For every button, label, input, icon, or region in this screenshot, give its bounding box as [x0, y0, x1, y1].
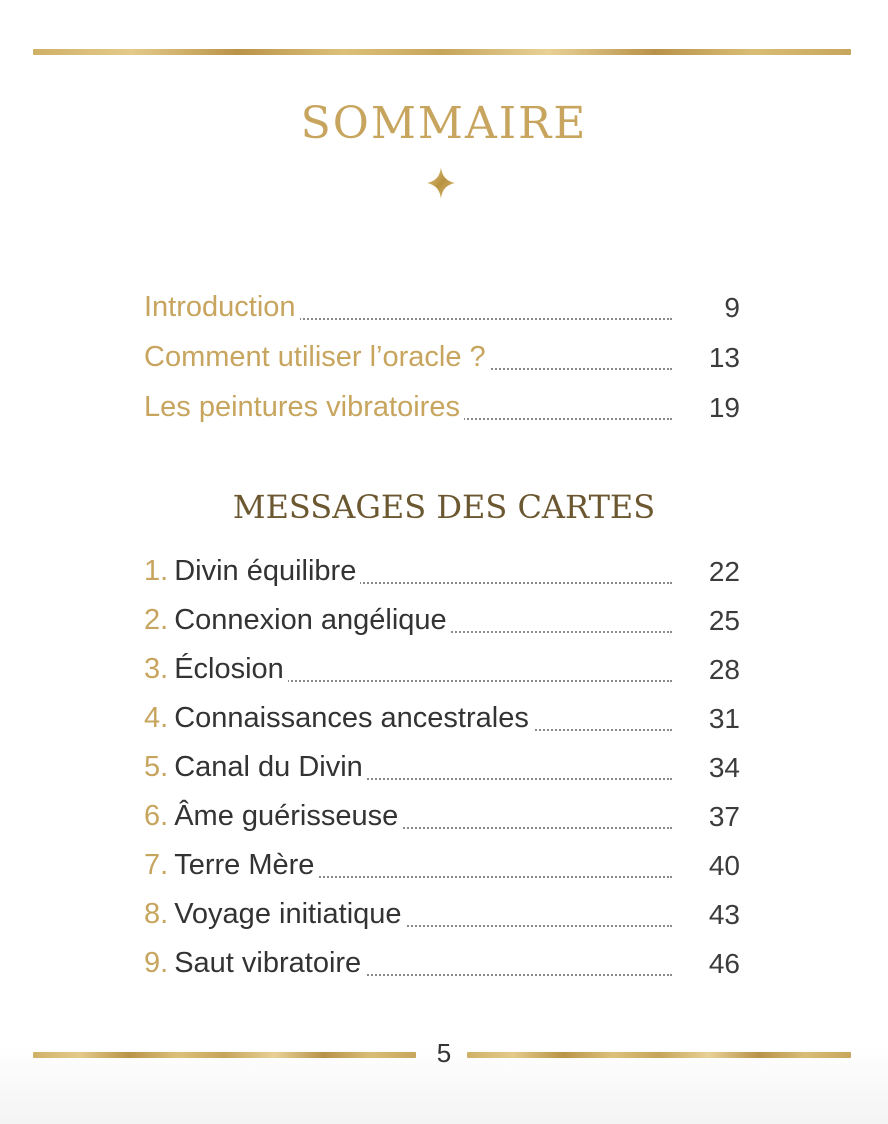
toc-entry-card-8[interactable]: [144, 897, 740, 937]
toc-entry-page: 22: [708, 556, 740, 587]
card-number: 7.: [144, 849, 169, 881]
toc-entry-label: Introduction: [144, 291, 300, 324]
toc-entry-label-wrap: [144, 604, 451, 637]
toc-entry-card-7[interactable]: [144, 848, 740, 888]
toc-entry-page: 37: [708, 801, 740, 832]
toc-entry-card-9[interactable]: [144, 946, 740, 986]
toc-entry-label: Éclosion: [174, 653, 284, 685]
toc-entry-label: Âme guérisseuse: [174, 800, 399, 832]
bottom-left-gold-rule: [33, 1052, 416, 1058]
toc-entry-label-wrap: [144, 898, 406, 931]
toc-entry-introduction[interactable]: [144, 290, 740, 330]
page-number: 5: [436, 1038, 452, 1068]
card-number: 5.: [144, 751, 169, 783]
toc-entry-peintures[interactable]: [144, 390, 740, 430]
toc-entry-label-wrap: [144, 653, 288, 686]
toc-entry-card-1[interactable]: [144, 554, 740, 594]
toc-entry-card-4[interactable]: [144, 701, 740, 741]
card-number: 8.: [144, 898, 169, 930]
toc-entry-card-6[interactable]: [144, 799, 740, 839]
toc-entry-page: 9: [724, 292, 740, 323]
toc-entry-card-2[interactable]: [144, 603, 740, 643]
toc-entry-page: 46: [708, 948, 740, 979]
toc-entry-comment-utiliser[interactable]: [144, 340, 740, 380]
toc-entry-page: 28: [708, 654, 740, 685]
toc-entry-page: 40: [708, 850, 740, 881]
toc-entry-label: Connexion angélique: [174, 604, 447, 636]
card-number: 6.: [144, 800, 169, 832]
gold-diamond-ornament-icon: [426, 166, 456, 200]
toc-entry-label: Divin équilibre: [174, 555, 357, 587]
toc-entry-card-3[interactable]: [144, 652, 740, 692]
toc-entry-page: 19: [708, 392, 740, 423]
toc-entry-page: 31: [708, 703, 740, 734]
card-number: 1.: [144, 555, 169, 587]
toc-entry-label: Les peintures vibratoires: [144, 391, 464, 424]
toc-entry-label: Canal du Divin: [174, 751, 363, 783]
toc-entry-label: Voyage initiatique: [174, 898, 402, 930]
toc-entry-page: 13: [708, 342, 740, 373]
card-number: 4.: [144, 702, 169, 734]
bottom-right-gold-rule: [467, 1052, 851, 1058]
toc-entry-label: Comment utiliser l’oracle ?: [144, 341, 490, 374]
card-number: 2.: [144, 604, 169, 636]
toc-entry-label-wrap: [144, 849, 318, 882]
toc-entry-label-wrap: [144, 702, 533, 735]
top-gold-rule: [33, 49, 851, 55]
card-number: 3.: [144, 653, 169, 685]
toc-entry-label-wrap: [144, 800, 402, 833]
toc-entry-label: Terre Mère: [174, 849, 315, 881]
toc-entry-label-wrap: [144, 555, 360, 588]
section-title: MESSAGES DES CARTES: [232, 488, 656, 526]
toc-entry-page: 43: [708, 899, 740, 930]
toc-entry-label: Saut vibratoire: [174, 947, 362, 979]
toc-entry-page: 34: [708, 752, 740, 783]
toc-entry-card-5[interactable]: [144, 750, 740, 790]
toc-entry-page: 25: [708, 605, 740, 636]
toc-entry-label: Connaissances ancestrales: [174, 702, 529, 734]
toc-entry-label-wrap: [144, 751, 367, 784]
page-title: SOMMAIRE: [300, 98, 588, 149]
toc-entry-label-wrap: [144, 947, 365, 980]
card-number: 9.: [144, 947, 169, 979]
